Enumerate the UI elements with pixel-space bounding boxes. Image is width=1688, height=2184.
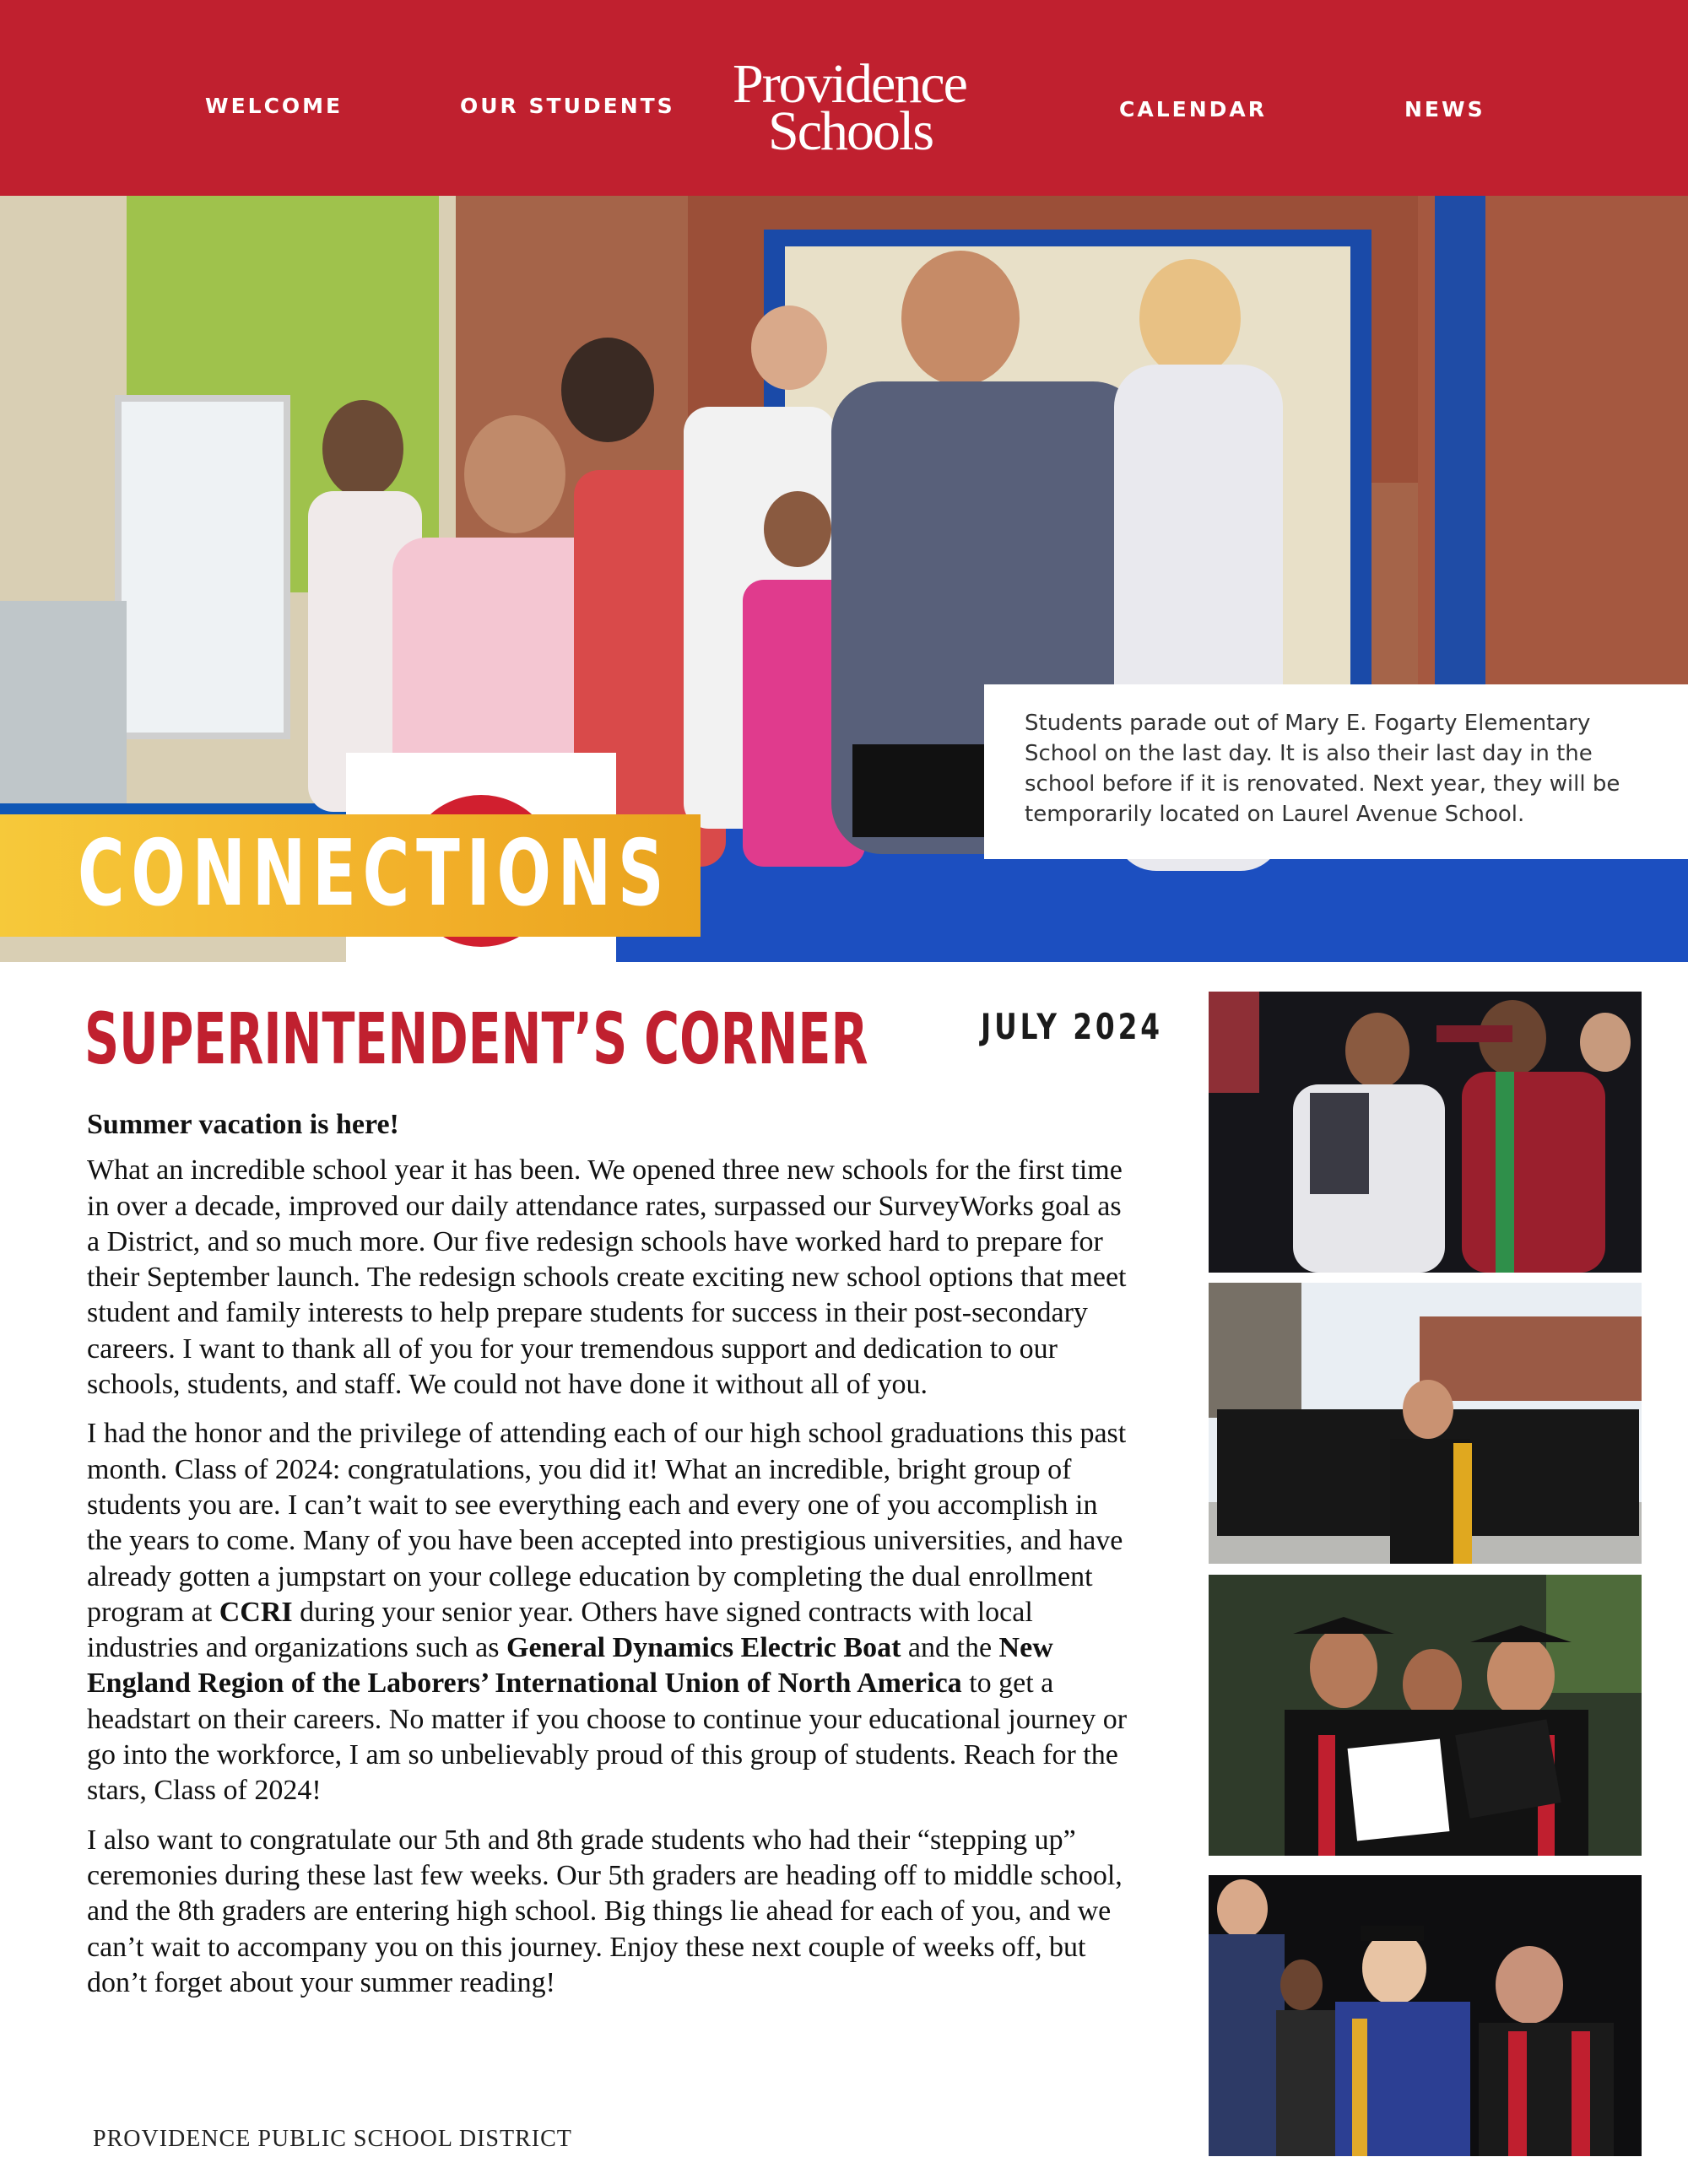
article-body [87,1107,1138,2014]
p2-text-c: during your senior year. Others have signed contracts with local industries and organizations such as [87,1596,1033,1664]
page-title: SUPERINTENDENT’S CORNER [84,997,868,1080]
article-paragraph-1: What an incredible school year it has been. We opened three new schools for the first time in over a decade, improved our daily attendance rates, surpassed our SurveyWorks goal as a District, and so much more. Our five redesign schools have worked hard to prepare for their September launch. The redesign schools create exciting new school options that meet student and family interests to help prepare students for success in their post-secondary careers. I want to thank all of you for your tremendous support and dedication to our schools, students, and staff. We could not have done it without all of you. [87,1154,1127,1401]
graduation-photo-4 [1209,1875,1642,2156]
logo-line-2: Schools [768,100,933,162]
p2-text-d: and the [901,1632,999,1664]
connections-banner [0,814,701,937]
graduation-photo-1 [1209,992,1642,1273]
issue-date: JULY 2024 [981,1006,1163,1047]
p2-bold-ccri: CCRI [219,1596,293,1628]
p2-bold-electric-boat: General Dynamics Electric Boat [506,1632,901,1664]
article-paragraph-2 [87,1416,1138,1808]
top-nav-bar [0,0,1688,196]
nav-welcome[interactable]: WELCOME [205,94,344,118]
article-lead: Summer vacation is here! [87,1109,399,1140]
p2-text-a: I had the honor and the privilege of attending each of our high school graduations this past month. Class of 2024: congratulations, you did it! What an incredible, bright group of students you are. I can’t wait to see everything each and every one of you accomplish in the years to come. Many of you have been accepted into prestigious universities, and have already gotten a jumpstart on your college education by completing the dual enrollment program at [87,1418,1127,1628]
footer-district: PROVIDENCE PUBLIC SCHOOL DISTRICT [93,2126,572,2152]
logo-line-1: Providence [733,53,966,115]
graduation-photo-2 [1209,1283,1642,1564]
article-paragraph-3: I also want to congratulate our 5th and 8th grade students who had their “stepping up” ceremonies during these last few weeks. Our 5th graders are heading off to middle school, and the 8th graders are entering high school. Big things lie ahead for each of you, and we can’t wait to accompany you on this journey. Enjoy these next couple of weeks off, but don’t forget about your summer reading! [87,1824,1123,1998]
hero-caption-text: Students parade out of Mary E. Fogarty Elementary School on the last day. It is also their last day in the school before if it is renovated. Next year, they will be temporarily located on Laurel Avenue School. [1025,711,1620,827]
connections-banner-text: CONNECTIONS [78,821,671,927]
providence-schools-logo[interactable] [728,52,981,162]
nav-our-students[interactable]: OUR STUDENTS [460,94,675,118]
nav-calendar[interactable]: CALENDAR [1119,97,1267,122]
nav-news[interactable]: NEWS [1404,97,1485,122]
p2-text-e: to get a headstart on their careers. No matter if you choose to continue your educational journey or go into the workforce, I am so unbelievably proud of this group of students. Reach for the stars, Class of 2024! [87,1668,1128,1807]
hero-caption [984,684,1688,859]
p2-bold-laborers-union: New England Region of the Laborers’ International Union of North America [87,1632,1053,1700]
graduation-photo-3 [1209,1575,1642,1856]
